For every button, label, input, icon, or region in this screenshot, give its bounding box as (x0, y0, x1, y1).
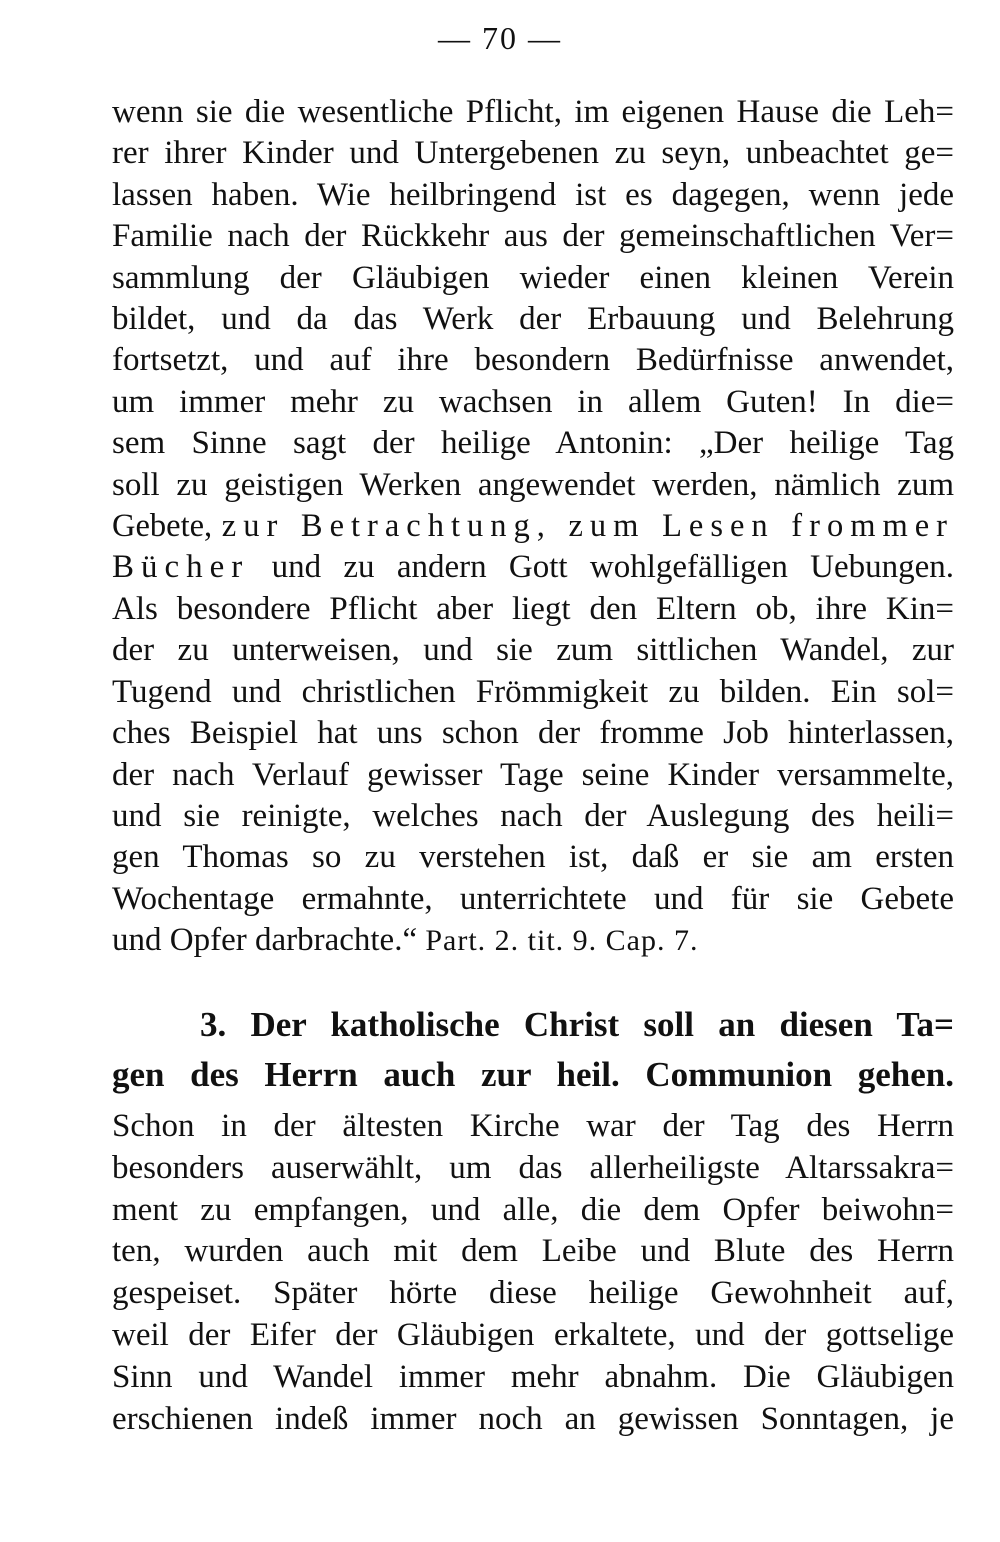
text-line: rer ihrer Kinder und Untergebenen zu seyn, unbeachtet ge= (112, 135, 954, 172)
text-line: sem Sinne sagt der heilige Antonin: „Der heilige Tag (112, 425, 954, 462)
text-line: um immer mehr zu wachsen in allem Guten! In die= (112, 383, 954, 420)
text-fragment: und zu andern Gott wohlgefälligen Uebungen. (249, 549, 954, 586)
text-line: weil der Eifer der Gläubigen erkaltete, und der gottselige (112, 1316, 954, 1353)
text-line: wenn sie die wesentliche Pflicht, im eigenen Hause die Leh= (112, 94, 954, 130)
text-line: Familie nach der Rückkehr aus der gemeinschaftlichen Ver= (112, 218, 954, 255)
text-fragment: und Opfer darbrachte.“ (112, 922, 426, 959)
page-number: — 70 — (438, 20, 562, 56)
text-line: ten, wurden auch mit dem Leibe und Blute des Herrn (112, 1233, 954, 1270)
text-line: erschienen indeß immer noch an gewissen Sonntagen, je (112, 1400, 954, 1437)
section-heading (112, 1000, 954, 1100)
text-line: soll zu geistigen Werken angewendet werden, nämlich zum (112, 466, 954, 503)
text-line: Als besondere Pflicht aber liegt den Eltern ob, ihre Kin= (112, 590, 954, 627)
text-fragment: Gebete, (112, 508, 222, 545)
text-line: der nach Verlauf gewisser Tage seine Kinder versammelte, (112, 756, 954, 793)
text-line: bildet, und da das Werk der Erbauung und Belehrung (112, 301, 954, 338)
text-line: und sie reinigte, welches nach der Auslegung des heili= (112, 797, 954, 834)
text-line (112, 920, 954, 961)
text-line: ches Beispiel hat uns schon der fromme Job hinterlassen, (112, 715, 954, 752)
paragraph-1 (112, 92, 954, 962)
text-line: fortsetzt, und auf ihre besondern Bedürfnisse anwendet, (112, 342, 954, 379)
text-line: ment zu empfangen, und alle, die dem Opfer beiwohn= (112, 1191, 954, 1228)
text-line (112, 506, 954, 547)
text-line: der zu unterweisen, und sie zum sittlichen Wandel, zur (112, 632, 954, 669)
text-line: besonders auserwählt, um das allerheiligste Altarssakra= (112, 1149, 954, 1186)
text-line (112, 547, 954, 588)
text-line: Schon in der ältesten Kirche war der Tag des Herrn (112, 1108, 954, 1144)
text-line: sammlung der Gläubigen wieder einen kleinen Verein (112, 259, 954, 296)
paragraph-2 (112, 1106, 954, 1440)
text-line: gen Thomas so zu verstehen ist, daß er sie am ersten (112, 839, 954, 876)
text-line: Tugend und christlichen Frömmigkeit zu bilden. Ein sol= (112, 673, 954, 710)
text-line: Wochentage ermahnte, unterrichtete und für sie Gebete (112, 880, 954, 917)
text-line: Sinn und Wandel immer mehr abnahm. Die Gläubigen (112, 1358, 954, 1395)
text-line: lassen haben. Wie heilbringend ist es dagegen, wenn jede (112, 176, 954, 213)
heading-line: 3. Der katholische Christ soll an diesen Ta= (200, 1005, 954, 1044)
text-line: gespeiset. Später hörte diese heilige Gewohnheit auf, (112, 1275, 954, 1312)
heading-line: gen des Herrn auch zur heil. Communion gehen. (112, 1055, 954, 1094)
emphasized-text: Bücher (112, 549, 250, 586)
citation: Part. 2. tit. 9. Cap. 7. (425, 924, 699, 958)
emphasized-text: zur Betrachtung, zum Lesen frommer (221, 508, 954, 545)
